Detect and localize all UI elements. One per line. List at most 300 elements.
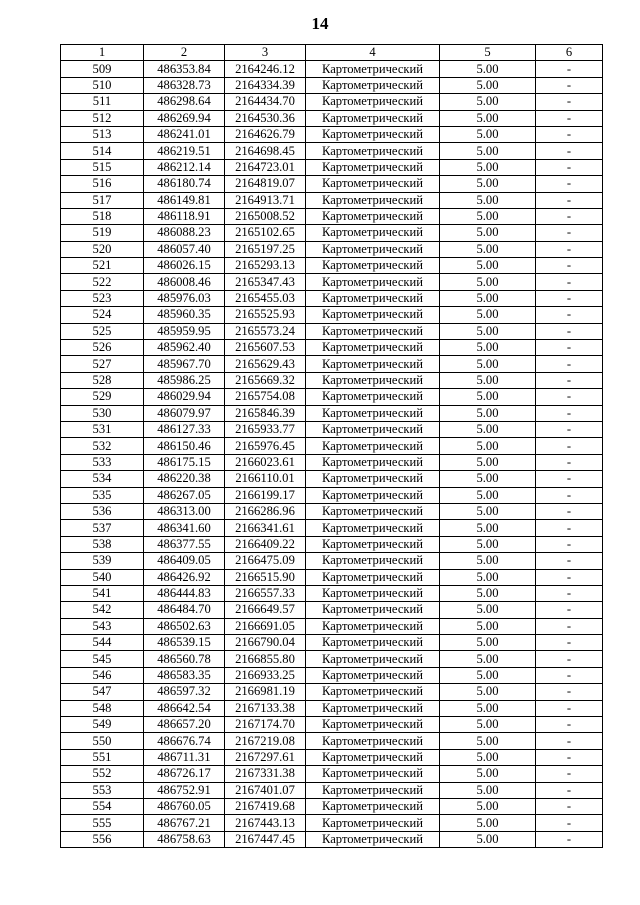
table-row: [61, 258, 603, 274]
point-number-cell: 522: [61, 274, 144, 290]
method-cell: Картометрический: [306, 651, 440, 667]
y-coordinate-cell: 2164819.07: [225, 176, 306, 192]
note-cell: -: [536, 684, 603, 700]
y-coordinate-cell: 2165933.77: [225, 421, 306, 437]
point-number-cell: 510: [61, 77, 144, 93]
y-coordinate-cell: 2164723.01: [225, 159, 306, 175]
note-cell: -: [536, 323, 603, 339]
accuracy-cell: 5.00: [440, 520, 536, 536]
table-row: [61, 700, 603, 716]
table-row: [61, 340, 603, 356]
point-number-cell: 518: [61, 208, 144, 224]
point-number-cell: 517: [61, 192, 144, 208]
y-coordinate-cell: 2164334.39: [225, 77, 306, 93]
x-coordinate-cell: 486057.40: [144, 241, 225, 257]
method-cell: Картометрический: [306, 176, 440, 192]
note-cell: -: [536, 126, 603, 142]
accuracy-cell: 5.00: [440, 536, 536, 552]
column-header: 2: [144, 45, 225, 61]
point-number-cell: 533: [61, 454, 144, 470]
y-coordinate-cell: 2166790.04: [225, 635, 306, 651]
method-cell: Картометрический: [306, 77, 440, 93]
note-cell: -: [536, 405, 603, 421]
point-number-cell: 552: [61, 766, 144, 782]
y-coordinate-cell: 2166341.61: [225, 520, 306, 536]
accuracy-cell: 5.00: [440, 503, 536, 519]
method-cell: Картометрический: [306, 61, 440, 77]
x-coordinate-cell: 486752.91: [144, 782, 225, 798]
table-row: [61, 225, 603, 241]
y-coordinate-cell: 2167443.13: [225, 815, 306, 831]
accuracy-cell: 5.00: [440, 815, 536, 831]
accuracy-cell: 5.00: [440, 389, 536, 405]
header-row: [61, 45, 603, 61]
note-cell: -: [536, 192, 603, 208]
table-row: [61, 405, 603, 421]
point-number-cell: 509: [61, 61, 144, 77]
note-cell: -: [536, 241, 603, 257]
y-coordinate-cell: 2166649.57: [225, 602, 306, 618]
table-row: [61, 503, 603, 519]
y-coordinate-cell: 2167174.70: [225, 717, 306, 733]
method-cell: Картометрический: [306, 159, 440, 175]
note-cell: -: [536, 487, 603, 503]
table-row: [61, 569, 603, 585]
accuracy-cell: 5.00: [440, 421, 536, 437]
method-cell: Картометрический: [306, 94, 440, 110]
y-coordinate-cell: 2167133.38: [225, 700, 306, 716]
point-number-cell: 519: [61, 225, 144, 241]
x-coordinate-cell: 486377.55: [144, 536, 225, 552]
accuracy-cell: 5.00: [440, 733, 536, 749]
method-cell: Картометрический: [306, 307, 440, 323]
method-cell: Картометрический: [306, 635, 440, 651]
table-row: [61, 454, 603, 470]
table-row: [61, 602, 603, 618]
accuracy-cell: 5.00: [440, 77, 536, 93]
accuracy-cell: 5.00: [440, 94, 536, 110]
accuracy-cell: 5.00: [440, 618, 536, 634]
accuracy-cell: 5.00: [440, 110, 536, 126]
note-cell: -: [536, 438, 603, 454]
note-cell: -: [536, 471, 603, 487]
table-row: [61, 192, 603, 208]
point-number-cell: 524: [61, 307, 144, 323]
method-cell: Картометрический: [306, 340, 440, 356]
method-cell: Картометрический: [306, 258, 440, 274]
table-row: [61, 241, 603, 257]
accuracy-cell: 5.00: [440, 782, 536, 798]
table-row: [61, 389, 603, 405]
point-number-cell: 539: [61, 553, 144, 569]
x-coordinate-cell: 486539.15: [144, 635, 225, 651]
method-cell: Картометрический: [306, 274, 440, 290]
method-cell: Картометрический: [306, 192, 440, 208]
x-coordinate-cell: 486502.63: [144, 618, 225, 634]
accuracy-cell: 5.00: [440, 766, 536, 782]
y-coordinate-cell: 2165293.13: [225, 258, 306, 274]
note-cell: -: [536, 651, 603, 667]
method-cell: Картометрический: [306, 208, 440, 224]
x-coordinate-cell: 486241.01: [144, 126, 225, 142]
method-cell: Картометрический: [306, 487, 440, 503]
y-coordinate-cell: 2164698.45: [225, 143, 306, 159]
table-row: [61, 585, 603, 601]
point-number-cell: 521: [61, 258, 144, 274]
note-cell: -: [536, 225, 603, 241]
table-row: [61, 798, 603, 814]
table-row: [61, 208, 603, 224]
method-cell: Картометрический: [306, 241, 440, 257]
note-cell: -: [536, 635, 603, 651]
accuracy-cell: 5.00: [440, 487, 536, 503]
point-number-cell: 541: [61, 585, 144, 601]
method-cell: Картометрический: [306, 602, 440, 618]
y-coordinate-cell: 2165607.53: [225, 340, 306, 356]
x-coordinate-cell: 486341.60: [144, 520, 225, 536]
x-coordinate-cell: 486269.94: [144, 110, 225, 126]
x-coordinate-cell: 486767.21: [144, 815, 225, 831]
accuracy-cell: 5.00: [440, 274, 536, 290]
table-row: [61, 471, 603, 487]
point-number-cell: 553: [61, 782, 144, 798]
y-coordinate-cell: 2167447.45: [225, 831, 306, 847]
y-coordinate-cell: 2165455.03: [225, 290, 306, 306]
x-coordinate-cell: 486583.35: [144, 667, 225, 683]
table-row: [61, 815, 603, 831]
note-cell: -: [536, 815, 603, 831]
x-coordinate-cell: 486267.05: [144, 487, 225, 503]
point-number-cell: 512: [61, 110, 144, 126]
note-cell: -: [536, 307, 603, 323]
table-row: [61, 749, 603, 765]
table-row: [61, 77, 603, 93]
method-cell: Картометрический: [306, 700, 440, 716]
y-coordinate-cell: 2166981.19: [225, 684, 306, 700]
y-coordinate-cell: 2165754.08: [225, 389, 306, 405]
y-coordinate-cell: 2166475.09: [225, 553, 306, 569]
accuracy-cell: 5.00: [440, 126, 536, 142]
point-number-cell: 525: [61, 323, 144, 339]
y-coordinate-cell: 2164434.70: [225, 94, 306, 110]
note-cell: -: [536, 585, 603, 601]
y-coordinate-cell: 2164246.12: [225, 61, 306, 77]
x-coordinate-cell: 486180.74: [144, 176, 225, 192]
point-number-cell: 511: [61, 94, 144, 110]
accuracy-cell: 5.00: [440, 372, 536, 388]
accuracy-cell: 5.00: [440, 307, 536, 323]
y-coordinate-cell: 2166557.33: [225, 585, 306, 601]
table-row: [61, 536, 603, 552]
point-number-cell: 523: [61, 290, 144, 306]
y-coordinate-cell: 2166933.25: [225, 667, 306, 683]
x-coordinate-cell: 486597.32: [144, 684, 225, 700]
accuracy-cell: 5.00: [440, 667, 536, 683]
accuracy-cell: 5.00: [440, 717, 536, 733]
accuracy-cell: 5.00: [440, 323, 536, 339]
point-number-cell: 534: [61, 471, 144, 487]
y-coordinate-cell: 2165347.43: [225, 274, 306, 290]
table-header: [61, 45, 603, 61]
y-coordinate-cell: 2165525.93: [225, 307, 306, 323]
table-row: [61, 733, 603, 749]
method-cell: Картометрический: [306, 389, 440, 405]
accuracy-cell: 5.00: [440, 405, 536, 421]
y-coordinate-cell: 2165197.25: [225, 241, 306, 257]
column-header: 4: [306, 45, 440, 61]
note-cell: -: [536, 602, 603, 618]
note-cell: -: [536, 717, 603, 733]
accuracy-cell: 5.00: [440, 700, 536, 716]
y-coordinate-cell: 2164530.36: [225, 110, 306, 126]
accuracy-cell: 5.00: [440, 585, 536, 601]
note-cell: -: [536, 536, 603, 552]
note-cell: -: [536, 553, 603, 569]
accuracy-cell: 5.00: [440, 651, 536, 667]
y-coordinate-cell: 2166110.01: [225, 471, 306, 487]
method-cell: Картометрический: [306, 553, 440, 569]
point-number-cell: 548: [61, 700, 144, 716]
y-coordinate-cell: 2165573.24: [225, 323, 306, 339]
point-number-cell: 555: [61, 815, 144, 831]
table-row: [61, 356, 603, 372]
method-cell: Картометрический: [306, 503, 440, 519]
table-row: [61, 274, 603, 290]
method-cell: Картометрический: [306, 520, 440, 536]
y-coordinate-cell: 2165846.39: [225, 405, 306, 421]
table-row: [61, 766, 603, 782]
x-coordinate-cell: 486127.33: [144, 421, 225, 437]
point-number-cell: 551: [61, 749, 144, 765]
note-cell: -: [536, 61, 603, 77]
note-cell: -: [536, 159, 603, 175]
note-cell: -: [536, 569, 603, 585]
column-header: 3: [225, 45, 306, 61]
y-coordinate-cell: 2165976.45: [225, 438, 306, 454]
x-coordinate-cell: 486079.97: [144, 405, 225, 421]
accuracy-cell: 5.00: [440, 684, 536, 700]
table-row: [61, 651, 603, 667]
table-row: [61, 684, 603, 700]
point-number-cell: 545: [61, 651, 144, 667]
method-cell: Картометрический: [306, 471, 440, 487]
x-coordinate-cell: 486150.46: [144, 438, 225, 454]
accuracy-cell: 5.00: [440, 454, 536, 470]
table-row: [61, 290, 603, 306]
table-row: [61, 110, 603, 126]
accuracy-cell: 5.00: [440, 340, 536, 356]
accuracy-cell: 5.00: [440, 192, 536, 208]
note-cell: -: [536, 782, 603, 798]
method-cell: Картометрический: [306, 667, 440, 683]
point-number-cell: 513: [61, 126, 144, 142]
method-cell: Картометрический: [306, 438, 440, 454]
x-coordinate-cell: 485986.25: [144, 372, 225, 388]
method-cell: Картометрический: [306, 618, 440, 634]
table-row: [61, 553, 603, 569]
x-coordinate-cell: 486008.46: [144, 274, 225, 290]
table-row: [61, 487, 603, 503]
x-coordinate-cell: 485960.35: [144, 307, 225, 323]
point-number-cell: 556: [61, 831, 144, 847]
point-number-cell: 543: [61, 618, 144, 634]
note-cell: -: [536, 749, 603, 765]
method-cell: Картометрический: [306, 323, 440, 339]
table-row: [61, 635, 603, 651]
y-coordinate-cell: 2166691.05: [225, 618, 306, 634]
accuracy-cell: 5.00: [440, 176, 536, 192]
table-row: [61, 176, 603, 192]
y-coordinate-cell: 2166515.90: [225, 569, 306, 585]
point-number-cell: 532: [61, 438, 144, 454]
point-number-cell: 515: [61, 159, 144, 175]
y-coordinate-cell: 2166855.80: [225, 651, 306, 667]
note-cell: -: [536, 356, 603, 372]
table-row: [61, 618, 603, 634]
method-cell: Картометрический: [306, 684, 440, 700]
x-coordinate-cell: 486560.78: [144, 651, 225, 667]
x-coordinate-cell: 486088.23: [144, 225, 225, 241]
x-coordinate-cell: 485976.03: [144, 290, 225, 306]
accuracy-cell: 5.00: [440, 569, 536, 585]
method-cell: Картометрический: [306, 766, 440, 782]
point-number-cell: 550: [61, 733, 144, 749]
note-cell: -: [536, 208, 603, 224]
point-number-cell: 528: [61, 372, 144, 388]
table-body: [61, 61, 603, 848]
y-coordinate-cell: 2166409.22: [225, 536, 306, 552]
note-cell: -: [536, 831, 603, 847]
note-cell: -: [536, 798, 603, 814]
point-number-cell: 547: [61, 684, 144, 700]
note-cell: -: [536, 258, 603, 274]
x-coordinate-cell: 486657.20: [144, 717, 225, 733]
note-cell: -: [536, 389, 603, 405]
method-cell: Картометрический: [306, 405, 440, 421]
y-coordinate-cell: 2167331.38: [225, 766, 306, 782]
x-coordinate-cell: 486220.38: [144, 471, 225, 487]
method-cell: Картометрический: [306, 421, 440, 437]
page-number: 14: [311, 14, 329, 33]
method-cell: Картометрический: [306, 798, 440, 814]
y-coordinate-cell: 2167219.08: [225, 733, 306, 749]
accuracy-cell: 5.00: [440, 749, 536, 765]
x-coordinate-cell: 486642.54: [144, 700, 225, 716]
x-coordinate-cell: 486118.91: [144, 208, 225, 224]
note-cell: -: [536, 454, 603, 470]
x-coordinate-cell: 486149.81: [144, 192, 225, 208]
table-row: [61, 667, 603, 683]
y-coordinate-cell: 2165102.65: [225, 225, 306, 241]
x-coordinate-cell: 486484.70: [144, 602, 225, 618]
table-row: [61, 323, 603, 339]
method-cell: Картометрический: [306, 717, 440, 733]
accuracy-cell: 5.00: [440, 208, 536, 224]
x-coordinate-cell: 486444.83: [144, 585, 225, 601]
method-cell: Картометрический: [306, 585, 440, 601]
accuracy-cell: 5.00: [440, 438, 536, 454]
x-coordinate-cell: 485959.95: [144, 323, 225, 339]
accuracy-cell: 5.00: [440, 553, 536, 569]
column-header: 6: [536, 45, 603, 61]
accuracy-cell: 5.00: [440, 831, 536, 847]
accuracy-cell: 5.00: [440, 356, 536, 372]
table-row: [61, 782, 603, 798]
table-row: [61, 831, 603, 847]
table-row: [61, 520, 603, 536]
note-cell: -: [536, 700, 603, 716]
x-coordinate-cell: 486298.64: [144, 94, 225, 110]
method-cell: Картометрический: [306, 569, 440, 585]
accuracy-cell: 5.00: [440, 241, 536, 257]
x-coordinate-cell: 486313.00: [144, 503, 225, 519]
method-cell: Картометрический: [306, 290, 440, 306]
note-cell: -: [536, 274, 603, 290]
accuracy-cell: 5.00: [440, 143, 536, 159]
coordinates-table: [60, 44, 603, 848]
point-number-cell: 540: [61, 569, 144, 585]
x-coordinate-cell: 486409.05: [144, 553, 225, 569]
column-header: 5: [440, 45, 536, 61]
x-coordinate-cell: 486328.73: [144, 77, 225, 93]
x-coordinate-cell: 486029.94: [144, 389, 225, 405]
accuracy-cell: 5.00: [440, 798, 536, 814]
table-row: [61, 421, 603, 437]
note-cell: -: [536, 94, 603, 110]
point-number-cell: 544: [61, 635, 144, 651]
method-cell: Картометрический: [306, 782, 440, 798]
method-cell: Картометрический: [306, 372, 440, 388]
table-row: [61, 438, 603, 454]
method-cell: Картометрический: [306, 143, 440, 159]
note-cell: -: [536, 143, 603, 159]
point-number-cell: 514: [61, 143, 144, 159]
accuracy-cell: 5.00: [440, 225, 536, 241]
point-number-cell: 549: [61, 717, 144, 733]
point-number-cell: 527: [61, 356, 144, 372]
point-number-cell: 538: [61, 536, 144, 552]
y-coordinate-cell: 2166199.17: [225, 487, 306, 503]
x-coordinate-cell: 485967.70: [144, 356, 225, 372]
accuracy-cell: 5.00: [440, 602, 536, 618]
accuracy-cell: 5.00: [440, 61, 536, 77]
table-row: [61, 126, 603, 142]
point-number-cell: 537: [61, 520, 144, 536]
note-cell: -: [536, 290, 603, 306]
y-coordinate-cell: 2166023.61: [225, 454, 306, 470]
method-cell: Картометрический: [306, 536, 440, 552]
accuracy-cell: 5.00: [440, 290, 536, 306]
point-number-cell: 526: [61, 340, 144, 356]
point-number-cell: 516: [61, 176, 144, 192]
accuracy-cell: 5.00: [440, 635, 536, 651]
note-cell: -: [536, 77, 603, 93]
note-cell: -: [536, 110, 603, 126]
accuracy-cell: 5.00: [440, 258, 536, 274]
x-coordinate-cell: 486426.92: [144, 569, 225, 585]
method-cell: Картометрический: [306, 749, 440, 765]
method-cell: Картометрический: [306, 225, 440, 241]
point-number-cell: 530: [61, 405, 144, 421]
y-coordinate-cell: 2167401.07: [225, 782, 306, 798]
method-cell: Картометрический: [306, 831, 440, 847]
accuracy-cell: 5.00: [440, 471, 536, 487]
x-coordinate-cell: 486676.74: [144, 733, 225, 749]
note-cell: -: [536, 733, 603, 749]
y-coordinate-cell: 2167297.61: [225, 749, 306, 765]
x-coordinate-cell: 485962.40: [144, 340, 225, 356]
note-cell: -: [536, 667, 603, 683]
